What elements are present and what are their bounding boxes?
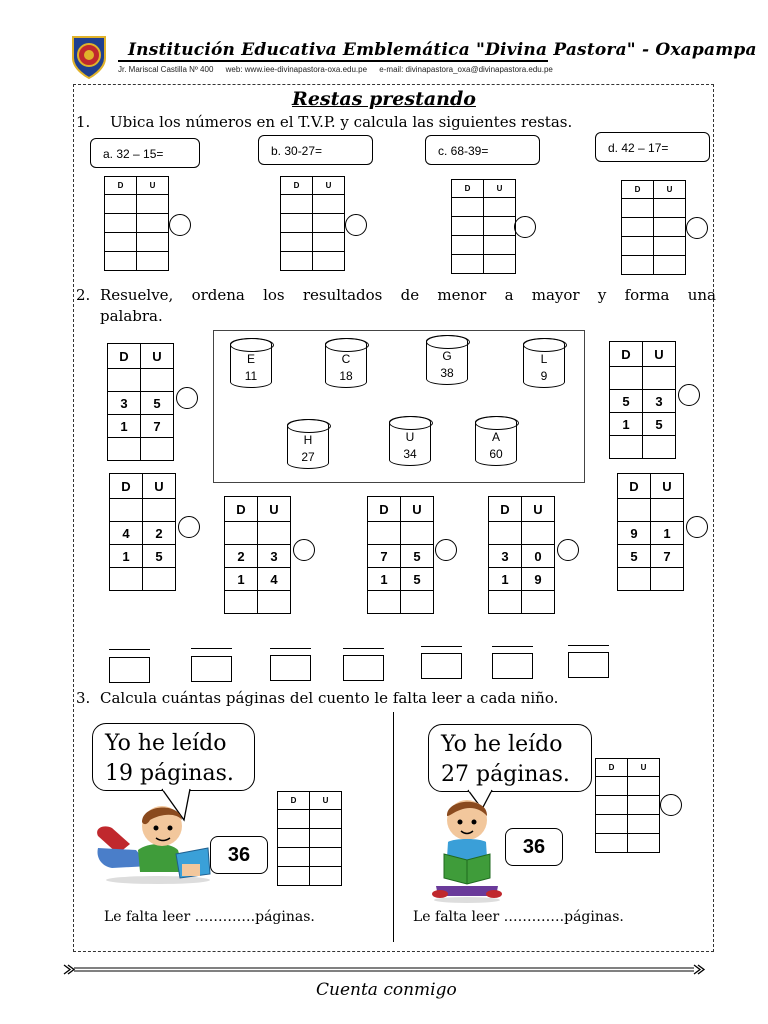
can-value: 38 bbox=[440, 366, 454, 380]
answer-circle[interactable] bbox=[169, 214, 191, 236]
answer-line bbox=[492, 646, 533, 647]
col-u-header: U bbox=[137, 177, 169, 195]
letter-can bbox=[389, 416, 431, 466]
tvp-digit: 1 bbox=[610, 413, 643, 436]
col-u-header: U bbox=[143, 474, 176, 499]
answer-circle[interactable] bbox=[435, 539, 457, 561]
can-letter: A bbox=[491, 430, 500, 444]
tvp-cell[interactable] bbox=[596, 777, 628, 796]
answer-text-right: Le falta leer ………….páginas. bbox=[413, 909, 624, 925]
q3-number: 3. bbox=[76, 689, 91, 707]
tvp-cell[interactable] bbox=[137, 195, 169, 214]
tvp-digit: 1 bbox=[489, 568, 522, 591]
can-letter: H bbox=[303, 433, 313, 447]
tvp-cell[interactable] bbox=[484, 255, 516, 274]
tvp-digit: 7 bbox=[368, 545, 401, 568]
can-letter: C bbox=[341, 352, 351, 366]
tvp-cell[interactable] bbox=[141, 438, 174, 461]
tvp-digit: 9 bbox=[618, 522, 651, 545]
tvp-digit: 2 bbox=[143, 522, 176, 545]
answer-line bbox=[191, 648, 232, 649]
total-pages-right: 36 bbox=[505, 828, 563, 866]
school-email: e-mail: divinapastora_oxa@divinapastora.edu.pe bbox=[379, 65, 553, 74]
tvp-digit: 5 bbox=[401, 545, 434, 568]
tvp-digit: 5 bbox=[618, 545, 651, 568]
answer-text-left: Le falta leer ………….páginas. bbox=[104, 909, 315, 925]
q3-text: Calcula cuántas páginas del cuento le falta leer a cada niño. bbox=[100, 689, 559, 707]
answer-letter-box[interactable] bbox=[421, 653, 462, 679]
footer-text: Cuenta conmigo bbox=[316, 980, 457, 1000]
col-u-header: U bbox=[654, 181, 686, 199]
col-d-header: D bbox=[610, 342, 643, 367]
tvp-cell[interactable] bbox=[108, 438, 141, 461]
tvp-digit: 1 bbox=[368, 568, 401, 591]
operation-c: c. 68-39= bbox=[425, 135, 540, 165]
tvp-digit: 1 bbox=[110, 545, 143, 568]
tvp-cell[interactable] bbox=[368, 591, 401, 614]
col-d-header: D bbox=[105, 177, 137, 195]
col-d-header: D bbox=[225, 497, 258, 522]
tvp-digit: 5 bbox=[143, 545, 176, 568]
tvp-cell[interactable] bbox=[522, 522, 555, 545]
tvp-cell[interactable] bbox=[452, 255, 484, 274]
tvp-digit: 1 bbox=[108, 415, 141, 438]
school-address: Jr. Mariscal Castilla Nº 400 bbox=[118, 65, 214, 74]
answer-circle[interactable] bbox=[293, 539, 315, 561]
bubble-line1: Yo he leído bbox=[105, 731, 227, 756]
tvp-cell[interactable] bbox=[137, 233, 169, 252]
tvp-digit: 7 bbox=[651, 545, 684, 568]
tvp-cell[interactable] bbox=[105, 252, 137, 271]
tvp-cell[interactable] bbox=[110, 499, 143, 522]
tvp-cell[interactable] bbox=[313, 195, 345, 214]
tvp-cell[interactable] bbox=[622, 237, 654, 256]
q1-text: Ubica los números en el T.V.P. y calcula las siguientes restas. bbox=[110, 113, 573, 131]
tvp-cell[interactable] bbox=[225, 591, 258, 614]
tvp-cell[interactable] bbox=[105, 195, 137, 214]
bubble-line2: 19 páginas. bbox=[105, 761, 234, 786]
speech-bubble-right bbox=[428, 724, 592, 792]
tvp-table-left-child bbox=[277, 791, 342, 886]
tvp-cell[interactable] bbox=[143, 499, 176, 522]
tvp-cell[interactable] bbox=[281, 233, 313, 252]
tvp-table-f bbox=[609, 341, 676, 459]
tvp-cell[interactable] bbox=[310, 867, 342, 886]
tvp-table-k bbox=[617, 473, 684, 591]
col-d-header: D bbox=[368, 497, 401, 522]
tvp-cell[interactable] bbox=[281, 214, 313, 233]
letter-can bbox=[426, 335, 468, 385]
col-d-header: D bbox=[489, 497, 522, 522]
boy-reading-lying-illustration bbox=[90, 798, 215, 886]
tvp-cell[interactable] bbox=[281, 195, 313, 214]
tvp-cell[interactable] bbox=[110, 568, 143, 591]
tvp-cell[interactable] bbox=[643, 367, 676, 390]
tvp-cell[interactable] bbox=[628, 796, 660, 815]
col-d-header: D bbox=[108, 344, 141, 369]
can-value: 27 bbox=[301, 450, 315, 464]
school-name: Institución Educativa Emblemática "Divina Pastora" - Oxapampa bbox=[128, 40, 757, 60]
tvp-table-d bbox=[621, 180, 686, 275]
tvp-cell[interactable] bbox=[618, 568, 651, 591]
tvp-cell[interactable] bbox=[596, 796, 628, 815]
answer-line bbox=[421, 646, 462, 647]
tvp-digit: 4 bbox=[258, 568, 291, 591]
can-value: 60 bbox=[489, 447, 503, 461]
tvp-cell[interactable] bbox=[310, 829, 342, 848]
answer-letter-box[interactable] bbox=[270, 655, 311, 681]
tvp-cell[interactable] bbox=[622, 218, 654, 237]
col-u-header: U bbox=[628, 759, 660, 777]
can-value: 11 bbox=[244, 369, 258, 383]
speech-bubble-left bbox=[92, 723, 255, 791]
col-u-header: U bbox=[643, 342, 676, 367]
tvp-digit: 3 bbox=[108, 392, 141, 415]
tvp-cell[interactable] bbox=[610, 436, 643, 459]
tvp-cell[interactable] bbox=[628, 834, 660, 853]
column-divider bbox=[393, 712, 394, 942]
tvp-cell[interactable] bbox=[143, 568, 176, 591]
tvp-cell[interactable] bbox=[643, 436, 676, 459]
tvp-cell[interactable] bbox=[452, 198, 484, 217]
operation-a: a. 32 – 15= bbox=[90, 138, 200, 168]
tvp-cell[interactable] bbox=[484, 236, 516, 255]
tvp-cell[interactable] bbox=[313, 252, 345, 271]
col-u-header: U bbox=[258, 497, 291, 522]
can-letter: L bbox=[540, 352, 548, 366]
col-d-header: D bbox=[278, 792, 310, 810]
tvp-cell[interactable] bbox=[654, 218, 686, 237]
tvp-table-a bbox=[104, 176, 169, 271]
col-u-header: U bbox=[401, 497, 434, 522]
letter-can bbox=[230, 338, 272, 388]
tvp-cell[interactable] bbox=[137, 214, 169, 233]
letter-can bbox=[475, 416, 517, 466]
tvp-cell[interactable] bbox=[628, 815, 660, 834]
tvp-cell[interactable] bbox=[313, 233, 345, 252]
answer-circle[interactable] bbox=[557, 539, 579, 561]
tvp-cell[interactable] bbox=[105, 214, 137, 233]
tvp-cell[interactable] bbox=[596, 815, 628, 834]
tvp-cell[interactable] bbox=[310, 810, 342, 829]
tvp-digit: 5 bbox=[141, 392, 174, 415]
tvp-cell[interactable] bbox=[484, 198, 516, 217]
tvp-cell[interactable] bbox=[654, 237, 686, 256]
answer-line bbox=[343, 648, 384, 649]
col-d-header: D bbox=[618, 474, 651, 499]
letter-can bbox=[325, 338, 367, 388]
q2-text-line2: palabra. bbox=[100, 307, 163, 325]
q2-number: 2. bbox=[76, 286, 91, 304]
tvp-table-j bbox=[488, 496, 555, 614]
tvp-cell[interactable] bbox=[596, 834, 628, 853]
tvp-table-c bbox=[451, 179, 516, 274]
school-web: web: www.iee-divinapastora-oxa.edu.pe bbox=[225, 65, 368, 74]
tvp-digit: 5 bbox=[643, 413, 676, 436]
col-d-header: D bbox=[281, 177, 313, 195]
tvp-cell[interactable] bbox=[401, 522, 434, 545]
tvp-cell[interactable] bbox=[654, 256, 686, 275]
tvp-cell[interactable] bbox=[452, 236, 484, 255]
tvp-cell[interactable] bbox=[225, 522, 258, 545]
tvp-cell[interactable] bbox=[618, 499, 651, 522]
tvp-cell[interactable] bbox=[401, 591, 434, 614]
col-u-header: U bbox=[522, 497, 555, 522]
col-d-header: D bbox=[110, 474, 143, 499]
tvp-digit: 5 bbox=[401, 568, 434, 591]
col-d-header: D bbox=[622, 181, 654, 199]
tvp-cell[interactable] bbox=[622, 199, 654, 218]
letter-can bbox=[523, 338, 565, 388]
tvp-cell[interactable] bbox=[452, 217, 484, 236]
tvp-cell[interactable] bbox=[622, 256, 654, 275]
tvp-cell[interactable] bbox=[489, 522, 522, 545]
col-d-header: D bbox=[596, 759, 628, 777]
worksheet-title: Restas prestando bbox=[292, 88, 476, 110]
col-d-header: D bbox=[452, 180, 484, 198]
tvp-digit: 3 bbox=[643, 390, 676, 413]
answer-letter-box[interactable] bbox=[343, 655, 384, 681]
tvp-digit: 7 bbox=[141, 415, 174, 438]
tvp-cell[interactable] bbox=[610, 367, 643, 390]
can-letter: G bbox=[442, 349, 452, 363]
tvp-digit: 3 bbox=[489, 545, 522, 568]
can-value: 18 bbox=[339, 369, 353, 383]
col-u-header: U bbox=[141, 344, 174, 369]
answer-letter-box[interactable] bbox=[568, 652, 609, 678]
tvp-table-right-child bbox=[595, 758, 660, 853]
tvp-digit: 9 bbox=[522, 568, 555, 591]
bubble-line1: Yo he leído bbox=[441, 732, 563, 757]
tvp-cell[interactable] bbox=[278, 810, 310, 829]
tvp-cell[interactable] bbox=[141, 369, 174, 392]
tvp-cell[interactable] bbox=[258, 591, 291, 614]
tvp-digit: 5 bbox=[610, 390, 643, 413]
answer-circle[interactable] bbox=[678, 384, 700, 406]
footer-ornament-divider bbox=[62, 962, 706, 978]
tvp-table-g bbox=[109, 473, 176, 591]
tvp-cell[interactable] bbox=[137, 252, 169, 271]
answer-line bbox=[568, 645, 609, 646]
tvp-digit: 0 bbox=[522, 545, 555, 568]
tvp-table-b bbox=[280, 176, 345, 271]
tvp-cell[interactable] bbox=[313, 214, 345, 233]
tvp-cell[interactable] bbox=[489, 591, 522, 614]
tvp-cell[interactable] bbox=[258, 522, 291, 545]
answer-line bbox=[109, 649, 150, 650]
operation-b: b. 30-27= bbox=[258, 135, 373, 165]
answer-circle[interactable] bbox=[660, 794, 682, 816]
answer-circle[interactable] bbox=[345, 214, 367, 236]
tvp-cell[interactable] bbox=[278, 848, 310, 867]
tvp-cell[interactable] bbox=[651, 499, 684, 522]
tvp-cell[interactable] bbox=[278, 867, 310, 886]
answer-circle[interactable] bbox=[514, 216, 536, 238]
answer-letter-box[interactable] bbox=[191, 656, 232, 682]
answer-circle[interactable] bbox=[686, 516, 708, 538]
letter-can bbox=[287, 419, 329, 469]
tvp-cell[interactable] bbox=[654, 199, 686, 218]
answer-circle[interactable] bbox=[686, 217, 708, 239]
tvp-digit: 1 bbox=[651, 522, 684, 545]
tvp-cell[interactable] bbox=[281, 252, 313, 271]
bubble-line2: 27 páginas. bbox=[441, 762, 570, 787]
answer-circle[interactable] bbox=[178, 516, 200, 538]
can-value: 9 bbox=[540, 369, 548, 383]
can-value: 34 bbox=[403, 447, 417, 461]
tvp-digit: 4 bbox=[110, 522, 143, 545]
tvp-digit: 2 bbox=[225, 545, 258, 568]
school-contact bbox=[118, 65, 563, 74]
total-pages-left: 36 bbox=[210, 836, 268, 874]
operation-d: d. 42 – 17= bbox=[595, 132, 710, 162]
answer-letter-box[interactable] bbox=[109, 657, 150, 683]
q1-number: 1. bbox=[76, 113, 91, 131]
tvp-digit: 1 bbox=[225, 568, 258, 591]
q2-text-line1: Resuelve, ordena los resultados de menor a mayor y forma una bbox=[100, 286, 716, 304]
tvp-table-e bbox=[107, 343, 174, 461]
col-u-header: U bbox=[310, 792, 342, 810]
can-letter: E bbox=[246, 352, 255, 366]
answer-letter-box[interactable] bbox=[492, 653, 533, 679]
answer-line bbox=[270, 648, 311, 649]
col-u-header: U bbox=[484, 180, 516, 198]
col-u-header: U bbox=[313, 177, 345, 195]
tvp-cell[interactable] bbox=[105, 233, 137, 252]
tvp-cell[interactable] bbox=[628, 777, 660, 796]
boy-reading-sitting-illustration bbox=[430, 796, 505, 904]
answer-circle[interactable] bbox=[176, 387, 198, 409]
tvp-cell[interactable] bbox=[651, 568, 684, 591]
school-logo bbox=[70, 34, 108, 80]
tvp-cell[interactable] bbox=[310, 848, 342, 867]
header-divider bbox=[118, 60, 548, 62]
tvp-cell[interactable] bbox=[108, 369, 141, 392]
tvp-cell[interactable] bbox=[368, 522, 401, 545]
can-letter: U bbox=[405, 430, 415, 444]
tvp-digit: 3 bbox=[258, 545, 291, 568]
col-u-header: U bbox=[651, 474, 684, 499]
tvp-cell[interactable] bbox=[278, 829, 310, 848]
tvp-table-i bbox=[367, 496, 434, 614]
tvp-cell[interactable] bbox=[522, 591, 555, 614]
tvp-cell[interactable] bbox=[484, 217, 516, 236]
tvp-table-h bbox=[224, 496, 291, 614]
